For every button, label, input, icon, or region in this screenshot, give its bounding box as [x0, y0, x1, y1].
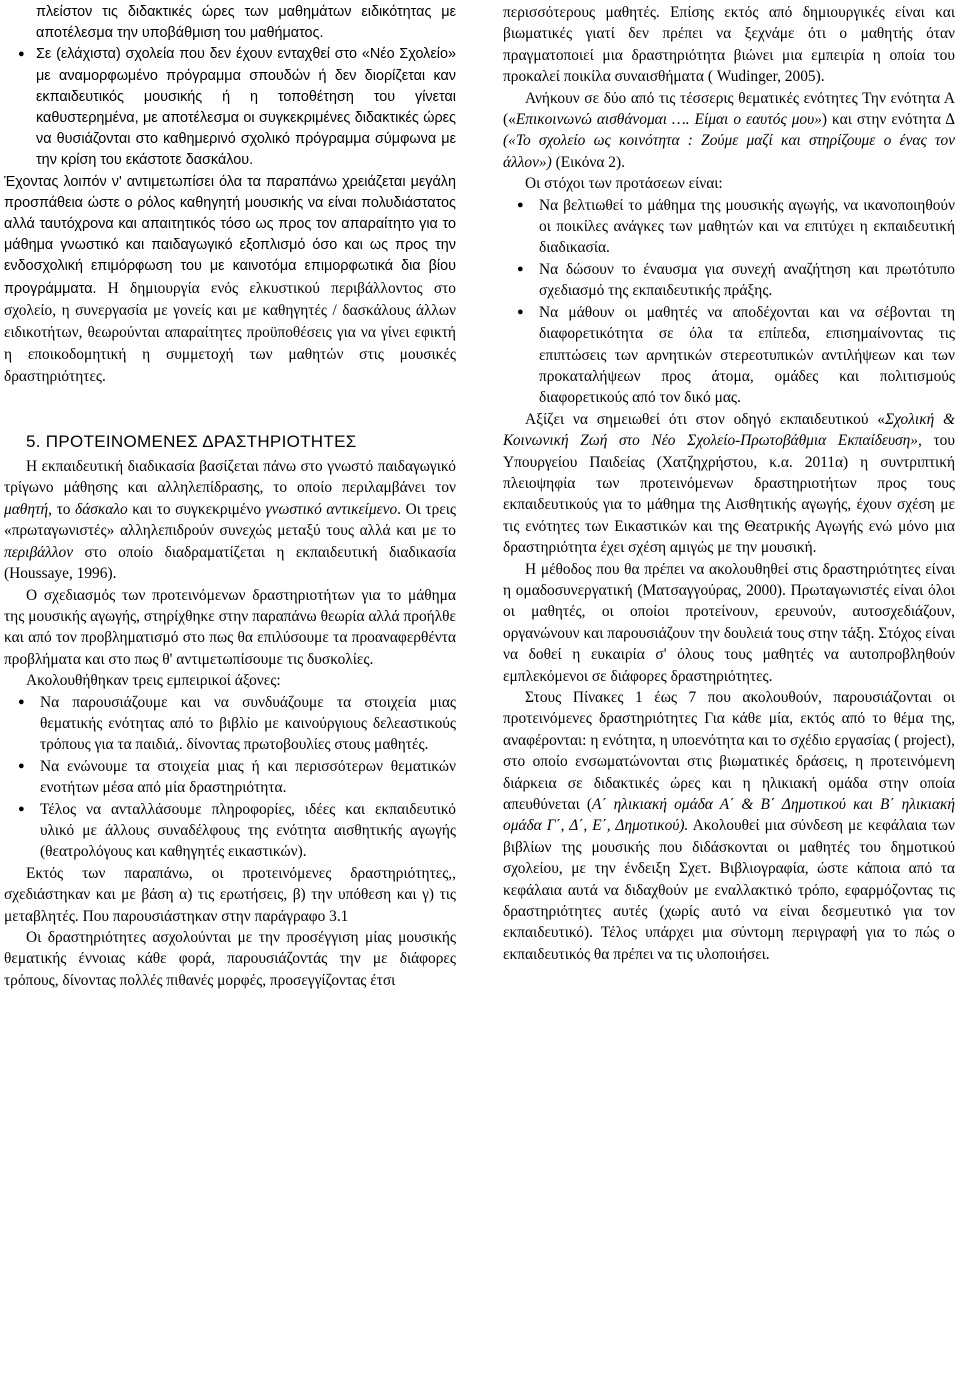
list-item: ● Να βελτιωθεί το μάθημα της μουσικής αγωγής, να ικανοποιηθούν οι ποικίλες ανάγκες των μαθητών και να επιτύχει η εκπαιδευτική διαδικασία.	[517, 196, 955, 257]
goals-list	[503, 195, 955, 409]
list-item: ● Να παρουσιάζουμε και να συνδυάζουμε τα στοιχεία μιας θεματικής ενότητας από το βιβλίο με καινούργιους δελεαστικούς τρόπους για τα παιδιά,. δίνοντας πρωτοβουλίες στους μαθητές.	[18, 693, 456, 754]
list-item: ● Τέλος να ανταλλάσουμε πληροφορίες, ιδέες και εκπαιδευτικό υλικό με άλλους συναδέλφους της ενότητα αισθητικής αγωγής (θεατρολόγους και καθηγητές εικαστικών).	[18, 800, 456, 861]
paragraph: Έχοντας λοιπόν ν' αντιμετωπίσει όλα τα παραπάνω χρειάζεται μεγάλη προσπάθεια ώστε ο ρόλος καθηγητή μουσικής να είναι πολυδιάστατος αλλά ταυτόχρονα και απαιτητικός τόσο ως προς τον απαραίτητο για το μάθημα γνωστικό και παιδαγωγικό εξοπλισμό όσο και ως προς την ενδοσχολική επιμόρφωση του με καινοτόμα επιμορφωτικά δια βίου προγράμματα. Η δημιουργία ενός ελκυστικού περιβάλλοντος στο σχολείο, η συνεργασία με γονείς και με καθηγητές / δασκάλους άλλων ειδικοτήτων, θεωρούνται απαραίτητες προϋποθέσεις για να γίνει εφικτή η εποικοδομητική η συμμετοχή των μαθητών στις μουσικές δραστηριότητες.	[4, 173, 456, 386]
list-item: ● Να δώσουν το έναυσμα για συνεχή αναζήτηση και πρωτότυπο σχεδιασμό της εκπαιδευτικής πράξης.	[517, 260, 955, 300]
paragraph: Ακολουθήθηκαν τρεις εμπειρικοί άξονες:	[26, 672, 281, 690]
paragraph: Στους Πίνακες 1 έως 7 που ακολουθούν, παρουσιάζονται οι προτεινόμενες δραστηριότητες Για κάθε μία, εκτός από το θέμα της, αναφέρονται: η ενότητα, η υποενότητα και το σχέδιο εργασίας ( project), στο οποίο ενσωματώνονται στις βιωματικές δράσεις, η προτεινόμενη διάρκεια σε διδακτικές ώρες και η ηλικιακή ομάδα στην οποία απευθύνεται (Α΄ ηλικιακή ομάδα Α΄ & Β΄ Δημοτικού και Β΄ ηλικιακή ομάδα Γ΄, Δ΄, Ε΄, Δημοτικού). Ακολουθεί μια σύνδεση με κεφάλαια των βιβλίων της μουσικής που διδάσκονται οι μαθητές του δημοτικού σχολείου, με την ένδειξη Σχετ. Βιβλιογραφία, ώστε κάποια από τα κεφάλαια αυτά να διδαχθούν με εναλλακτικό τρόπο, εφαρμόζοντας τις δραστηριότητες αυτές (χωρίς αυτό να είναι δεσμευτικό για τον εκπαιδευτικό). Τέλος υπάρχει μια σύντομη περιγραφή για το πώς ο εκπαιδευτικός θα πρέπει να τις υλοποιήσει.	[503, 689, 955, 963]
bullet-continuation: πλείστον τις διδακτικές ώρες των μαθημάτων ειδικότητας με αποτέλεσμα την υποβάθμιση του μαθήματος.	[36, 4, 456, 42]
bullet-icon: ●	[517, 262, 524, 275]
section-heading: 5. ΠΡΟΤΕΙΝΟΜΕΝΕΣ ΔΡΑΣΤΗΡΙΟΤΗΤΕΣ	[26, 431, 357, 451]
paragraph: Οι στόχοι των προτάσεων είναι:	[525, 175, 723, 193]
paragraph: Η μέθοδος που θα πρέπει να ακολουθηθεί στις δραστηριότητες είναι η ομαδοσυνεργατική (Ματσαγγούρας, 2000). Πρωταγωνιστές είναι όλοι οι μαθητές, οι οποίοι προτείνουν, ερευνούν, αυτοσχεδιάζουν, οργανώνουν και παρουσιάζουν την δουλειά τους στην τάξη. Στόχος είναι να δοθεί η ευκαιρία σ' όλους τους μαθητές να αυτοπροβληθούν εμπλεκόμενοι σε διάφορες δραστηριότητες.	[503, 560, 955, 685]
paragraph: Εκτός των παραπάνω, οι προτεινόμενες δραστηριότητες,, σχεδιάστηκαν και με βάση α) τις ερωτήσεις, β) την υπόθεση και γ) τις μεταβλητές. Που παρουσιάστηκαν στην παράγραφο 3.1	[4, 864, 456, 925]
spacer	[4, 389, 456, 417]
paragraph: Οι δραστηριότητες ασχολούνται με την προσέγγιση μίας μουσικής θεματικής έννοιας κάθε φορά, παρουσιάζοντάς την με διάφορες τρόπους, δίνοντας πολλές πιθανές μορφές, προσεγγίζοντας έτσι	[4, 929, 456, 989]
bullet-icon: ●	[517, 198, 524, 211]
list-item	[4, 2, 456, 44]
paragraph: Ο σχεδιασμός των προτεινόμενων δραστηριοτήτων για το μάθημα της μουσικής αγωγής, στηρίχθηκε στην παραπάνω θεωρία αλλά προήλθε και από τον προβληματισμό στο πως θα επιλύσουμε τα προαναφερθέντα προβλήματα και στο πως θ' αντιμετωπίσουμε τις δυσκολίες.	[4, 586, 456, 668]
bullet-icon: ●	[18, 802, 25, 815]
intro-bullet-list	[4, 2, 456, 172]
paragraph: Η εκπαιδευτική διαδικασία βασίζεται πάνω στο γνωστό παιδαγωγικό τρίγωνο μάθησης και αλληλεπίδρασης, το οποίο περιλαμβάνει τον μαθητή, το δάσκαλο και το συγκεκριμένο γνωστικό αντικείμενο. Οι τρεις «πρωταγωνιστές» αλληλεπιδρούν συνεχώς μεταξύ τους αλλά και με το περιβάλλον στο οποίο διαδραματίζεται η εκπαιδευτική διαδικασία (Houssaye, 1996).	[4, 458, 456, 583]
paragraph: Αξίζει να σημειωθεί ότι στον οδηγό εκπαιδευτικού «Σχολική & Κοινωνική Ζωή στο Νέο Σχολείο-Πρωτοβάθμια Εκπαίδευση», του Υπουργείου Παιδείας (Χατζηχρήστου, κ.α. 2011α) η συντριπτική πλειοψηφία των προτεινόμενων δραστηριοτήτων προς τους εκπαιδευτικούς για το μάθημα της Αισθητικής αγωγής, έχουν σχέση με τις ενότητες των Εικαστικών και της Θεατρικής Αγωγής ενώ μόνο μια δραστηριότητα έχει σχέση αμιγώς με την μουσική.	[503, 410, 956, 557]
bullet-icon: ●	[517, 305, 524, 318]
list-item: ● Να ενώνουμε τα στοιχεία μιας ή και περισσότερων θεματικών ενοτήτων μέσα από μία δραστηριότητα.	[18, 757, 456, 797]
list-item: ● Σε (ελάχιστα) σχολεία που δεν έχουν ενταχθεί στο «Νέο Σχολείο» με αναμορφωμένο πρόγραμμα σπουδών ή δεν διορίζεται καν εκπαιδευτικός μουσικής ή η τοποθέτηση του γίνεται καθυστερημένα, με αποτέλεσμα οι συγκεκριμένες διδακτικές ώρες να θυσιάζονται στο καθημερινό σχολικό πρόγραμμα σύμφωνα με την κρίση του εκάστοτε δασκάλου.	[18, 46, 456, 169]
bullet-icon: ●	[18, 759, 25, 772]
list-item: ● Να μάθουν οι μαθητές να αποδέχονται και να σέβονται τη διαφορετικότητα σε όλα τα επίπεδα, επισημαίνοντας τις επιπτώσεις των αρνητικών στερεοτυπικών αντιλήψεων και των προκαταλήψεων προς άτομα, ομάδες και πολιτισμούς διαφορετικούς από τον δικό μας.	[517, 303, 955, 407]
axes-list	[4, 692, 456, 863]
paragraph: περισσότερους μαθητές. Επίσης εκτός από δημιουργικές είναι και βιωματικές γιατί δεν πρέπει να ξεχνάμε ότι ο μαθητής όταν πραγματοποιεί μια δραστηριότητα βιώνει μια εμπειρία η οποία του προκαλεί ποικίλα συναισθήματα ( Wudinger, 2005).	[503, 4, 955, 86]
right-column	[503, 2, 955, 965]
left-column	[4, 2, 456, 991]
bullet-icon: ●	[18, 48, 25, 61]
paragraph: Ανήκουν σε δύο από τις τέσσερις θεματικές ενότητες Την ενότητα Α («Επικοινωνώ αισθάνομαι …. Είμαι ο εαυτός μου») και στην ενότητα Δ («Το σχολείο ως κοινότητα : Ζούμε μαζί και στηρίζουμε ο ένας τον άλλον») (Εικόνα 2).	[503, 89, 955, 171]
bullet-icon: ●	[18, 695, 25, 708]
